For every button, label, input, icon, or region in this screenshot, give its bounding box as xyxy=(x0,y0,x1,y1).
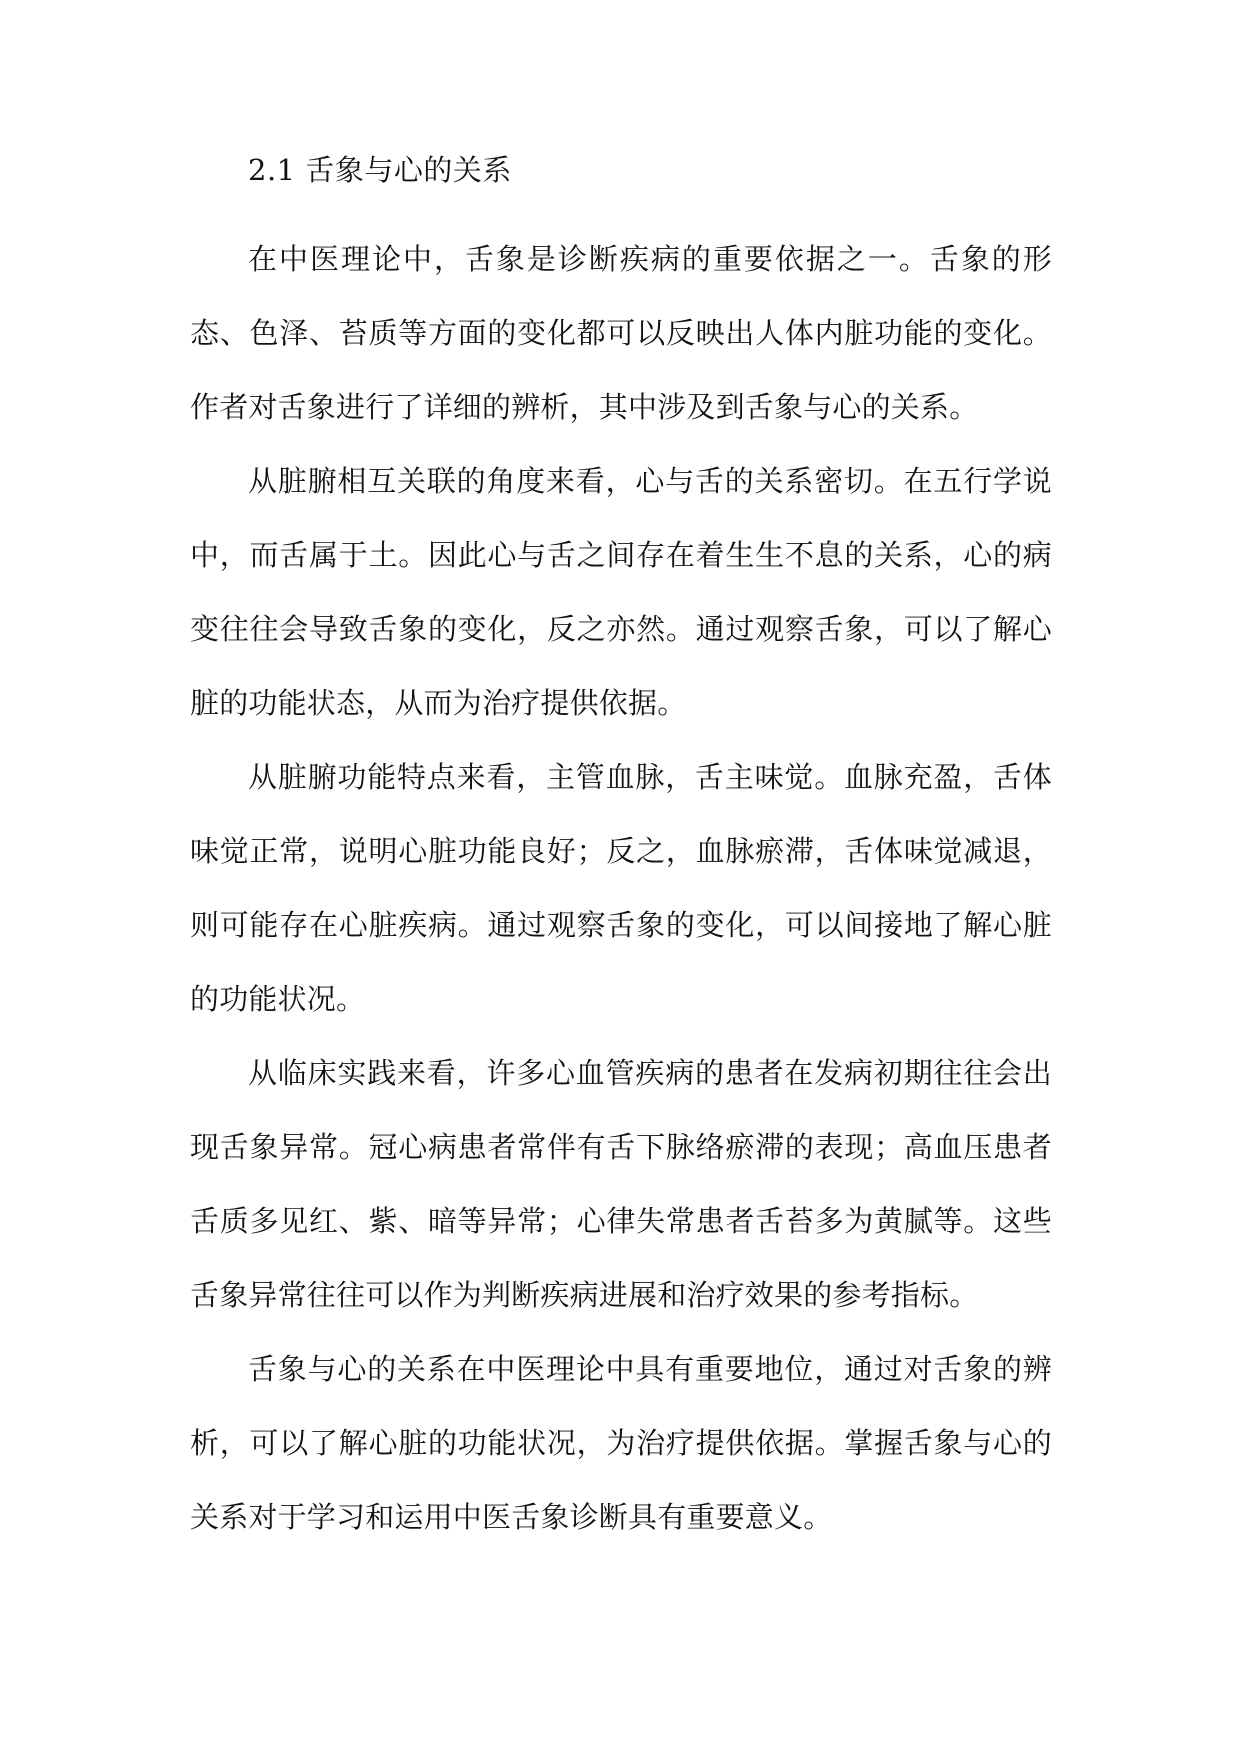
paragraph-2: 从脏腑相互关联的角度来看，心与舌的关系密切。在五行学说中，而舌属于土。因此心与舌之间存在着生生不息的关系，心的病变往往会导致舌象的变化，反之亦然。通过观察舌象，可以了解心脏的功能状态，从而为治疗提供依据。 xyxy=(190,464,1052,720)
paragraph-5: 舌象与心的关系在中医理论中具有重要地位，通过对舌象的辨析，可以了解心脏的功能状况，为治疗提供依据。掌握舌象与心的关系对于学习和运用中医舌象诊断具有重要意义。 xyxy=(190,1352,1052,1534)
paragraph-1: 在中医理论中，舌象是诊断疾病的重要依据之一。舌象的形态、色泽、苔质等方面的变化都可以反映出人体内脏功能的变化。作者对舌象进行了详细的辨析，其中涉及到舌象与心的关系。 xyxy=(190,242,1052,424)
paragraph-3: 从脏腑功能特点来看，主管血脉，舌主味觉。血脉充盈，舌体味觉正常，说明心脏功能良好；反之，血脉瘀滞，舌体味觉减退，则可能存在心脏疾病。通过观察舌象的变化，可以间接地了解心脏的功能状况。 xyxy=(190,760,1052,1016)
section-heading: 2.1 舌象与心的关系 xyxy=(248,153,512,187)
paragraph-4: 从临床实践来看，许多心血管疾病的患者在发病初期往往会出现舌象异常。冠心病患者常伴有舌下脉络瘀滞的表现；高血压患者舌质多见红、紫、暗等异常；心律失常患者舌苔多为黄腻等。这些舌象异常往往可以作为判断疾病进展和治疗效果的参考指标。 xyxy=(190,1056,1052,1312)
document-page xyxy=(190,150,1052,1554)
